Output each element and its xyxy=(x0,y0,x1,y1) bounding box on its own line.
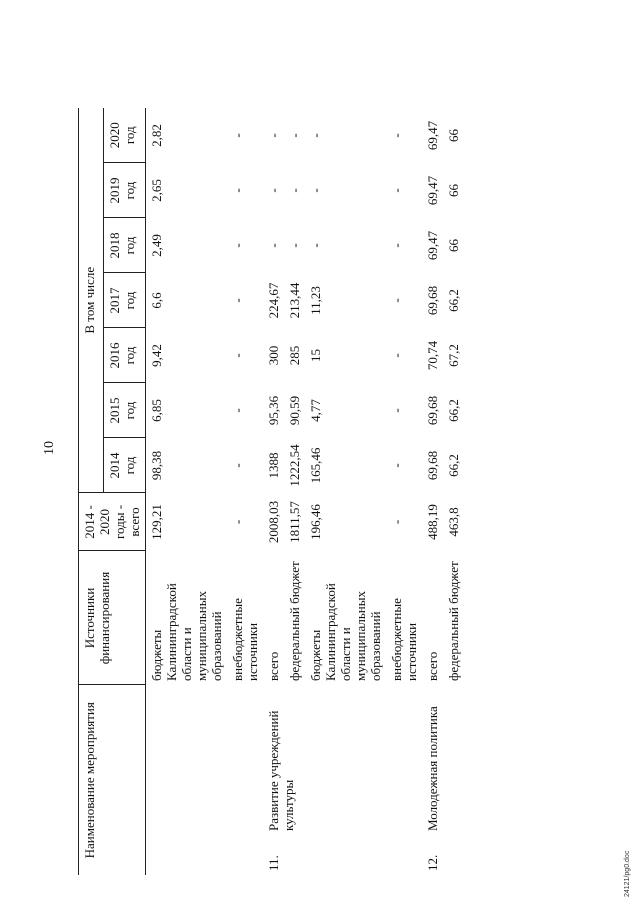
funding-source: федеральный бюджет xyxy=(287,561,302,681)
year-value: 69,47 xyxy=(425,175,440,206)
year-value: - xyxy=(287,133,302,138)
header-year: 2016 год xyxy=(103,328,145,383)
event-name: Развитие учреждений культуры xyxy=(266,710,296,831)
year-value: - xyxy=(266,133,281,138)
year-value: 69,68 xyxy=(425,285,440,316)
year-value: - xyxy=(230,188,245,193)
header-year: 2019 год xyxy=(103,163,145,218)
header-including: В том числе xyxy=(79,108,104,493)
funding-source: всего xyxy=(425,651,440,681)
footer-doc-id: 24121/pg0.doc xyxy=(624,850,631,897)
page-number: 10 xyxy=(42,441,57,455)
total-value: 463,8 xyxy=(446,507,461,537)
year-value: 15 xyxy=(308,349,323,362)
year-value: - xyxy=(230,243,245,248)
header-year: 2015 год xyxy=(103,383,145,438)
total-value: 129,21 xyxy=(149,504,164,540)
header-year: 2014 год xyxy=(103,438,145,493)
year-value: - xyxy=(308,243,323,248)
header-year: 2020 год xyxy=(103,108,145,163)
header-source: Источники финансирования xyxy=(79,551,146,685)
year-value: - xyxy=(308,133,323,138)
year-value: 2,82 xyxy=(149,124,164,147)
event-name xyxy=(146,685,264,835)
year-value: - xyxy=(389,298,404,303)
year-value: - xyxy=(389,463,404,468)
funding-source: бюджеты Калининградской области и муниципальных образований xyxy=(149,583,224,681)
year-value: 69,47 xyxy=(425,120,440,151)
year-value: - xyxy=(230,133,245,138)
year-value: 4,77 xyxy=(308,399,323,422)
year-value: - xyxy=(230,463,245,468)
year-value: - xyxy=(266,188,281,193)
year-value: 66 xyxy=(446,184,461,197)
funding-source: федеральный бюджет xyxy=(446,561,461,681)
header-event-name: Наименование мероприятия xyxy=(79,685,146,875)
total-value: - xyxy=(230,519,245,525)
total-value: 488,19 xyxy=(425,504,440,540)
total-value: 2008,03 xyxy=(266,500,281,544)
event-name: Молодежная политика xyxy=(425,706,440,831)
year-value: 2,49 xyxy=(149,234,164,257)
year-value: 2,65 xyxy=(149,179,164,202)
total-value: - xyxy=(389,519,404,525)
event-number xyxy=(146,835,264,875)
year-value: - xyxy=(266,243,281,248)
year-value: - xyxy=(230,408,245,413)
year-value: 69,68 xyxy=(425,450,440,481)
year-value: 66,2 xyxy=(446,454,461,477)
year-value: 69,68 xyxy=(425,395,440,426)
header-year: 2017 год xyxy=(103,273,145,328)
year-value: - xyxy=(389,188,404,193)
year-value: 285 xyxy=(287,345,302,366)
year-value: - xyxy=(230,298,245,303)
year-value: 66,2 xyxy=(446,289,461,312)
year-value: 95,36 xyxy=(266,395,281,426)
year-value: 90,59 xyxy=(287,395,302,426)
year-value: - xyxy=(389,243,404,248)
year-value: 300 xyxy=(266,345,281,366)
funding-source: всего xyxy=(266,651,281,681)
year-value: 6,6 xyxy=(149,292,164,309)
year-value: 66 xyxy=(446,239,461,252)
table-row xyxy=(146,108,228,875)
event-number: 11. xyxy=(266,855,281,871)
year-value: 1222,54 xyxy=(287,444,302,487)
year-value: 224,67 xyxy=(266,282,281,319)
year-value: 165,46 xyxy=(308,447,323,484)
event-number: 12. xyxy=(425,854,440,871)
year-value: - xyxy=(389,353,404,358)
year-value: - xyxy=(389,408,404,413)
year-value: 69,47 xyxy=(425,230,440,261)
total-value: 1811,57 xyxy=(287,501,302,543)
funding-source: бюджеты Калининградской области и муниципальных образований xyxy=(308,583,383,681)
year-value: 70,74 xyxy=(425,340,440,371)
year-value: 6,85 xyxy=(149,399,164,422)
funding-source: внебюджетные источники xyxy=(389,598,419,681)
table-row xyxy=(263,108,284,875)
header-year: 2018 год xyxy=(103,218,145,273)
table-row xyxy=(422,108,443,875)
year-value: 66,2 xyxy=(446,399,461,422)
year-value: 1388 xyxy=(266,452,281,479)
year-value: 9,42 xyxy=(149,344,164,367)
year-value: - xyxy=(308,188,323,193)
header-total: 2014 - 2020 годы - всего xyxy=(79,493,146,551)
table-body xyxy=(146,108,465,875)
year-value: - xyxy=(287,243,302,248)
year-value: 66 xyxy=(446,129,461,142)
funding-source: внебюджетные источники xyxy=(230,598,260,681)
year-value: - xyxy=(287,188,302,193)
year-value: - xyxy=(389,133,404,138)
year-value: 98,38 xyxy=(149,450,164,481)
year-value: 213,44 xyxy=(287,282,302,319)
total-value: 196,46 xyxy=(308,504,323,540)
year-value: 67,2 xyxy=(446,344,461,367)
year-value: 11,23 xyxy=(308,286,323,315)
year-value: - xyxy=(230,353,245,358)
financing-table xyxy=(78,108,464,875)
